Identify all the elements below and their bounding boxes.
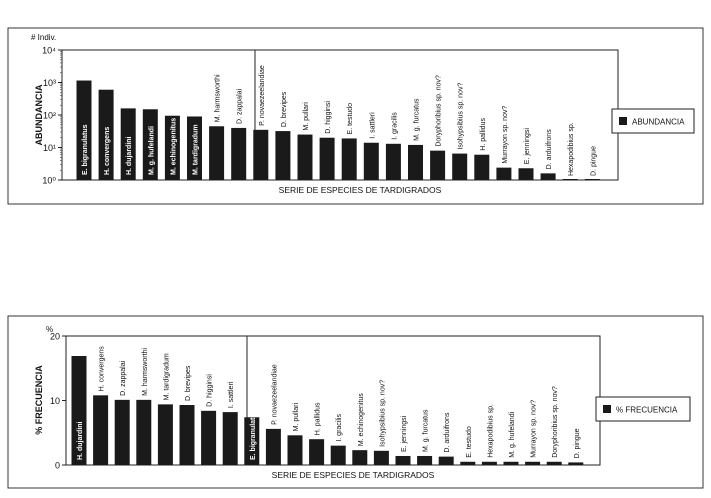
- bar: [396, 456, 411, 465]
- y-tick-label: 10⁴: [42, 45, 56, 56]
- bar: [253, 130, 268, 180]
- bar: [266, 429, 281, 465]
- bar: [342, 138, 357, 180]
- category-label: P. novaezeelandiae: [271, 364, 279, 425]
- category-label: H. convergens: [104, 126, 112, 175]
- bar: [496, 168, 511, 180]
- category-label: M. echinogenitus: [170, 117, 178, 175]
- bar: [504, 462, 519, 465]
- category-label: E. testudo: [347, 102, 355, 135]
- bar: [563, 179, 578, 180]
- y-axis-title: % FRECUENCIA: [34, 365, 44, 435]
- category-label: M. g. furcatus: [422, 409, 430, 452]
- x-axis-title: SERIE DE ESPECIES DE TARDIGRADOS: [278, 185, 442, 195]
- bar: [331, 446, 346, 465]
- category-label: I. gracilis: [391, 112, 399, 140]
- bar: [568, 462, 583, 465]
- bar: [374, 451, 389, 465]
- bar: [223, 412, 238, 465]
- bar: [452, 154, 467, 180]
- category-label: I. gracilis: [336, 414, 344, 442]
- legend-swatch: [619, 117, 627, 125]
- bar: [547, 462, 562, 465]
- category-label: M. harmsworthi: [141, 348, 149, 396]
- bar: [439, 457, 454, 465]
- category-label: M. echinogenitus: [357, 393, 365, 447]
- bar: [93, 395, 108, 465]
- category-label: M. tardigradum: [192, 124, 200, 175]
- bar: [288, 435, 303, 465]
- legend-label: ABUNDANCIA: [632, 117, 685, 127]
- y-tick-label: 10³: [42, 78, 56, 88]
- y-tick-label: 10: [49, 396, 60, 406]
- category-label: D. zappalai: [236, 88, 244, 124]
- category-label: E. testudo: [465, 426, 473, 458]
- bar: [525, 462, 540, 465]
- bar: [364, 143, 379, 180]
- y-unit-label: %: [46, 325, 54, 334]
- category-label: H. dujardini: [77, 421, 84, 460]
- bar: [309, 439, 324, 465]
- category-label: H. dujardini: [126, 136, 134, 175]
- category-label: E. bigranulatus: [82, 124, 89, 175]
- category-label: E. jenningsi: [401, 415, 408, 452]
- category-label: Hexapodibius sp.: [568, 122, 576, 176]
- category-label: Murrayon sp. nov?: [501, 105, 509, 164]
- bar: [408, 145, 423, 180]
- legend-swatch: [603, 405, 611, 413]
- category-label: P. novaezeelandiae: [258, 65, 266, 126]
- category-label: D. zappalai: [120, 360, 128, 396]
- category-label: Isohypsibius sp. nov?: [379, 379, 387, 447]
- category-label: D. arduifrons: [546, 129, 554, 170]
- category-label: I. sattleri: [228, 381, 236, 409]
- category-label: I. sattleri: [369, 112, 377, 139]
- bar: [298, 135, 313, 180]
- category-label: D. pingue: [573, 428, 581, 459]
- category-label: M. pullari: [293, 402, 300, 432]
- category-label: H. pallidus: [314, 402, 322, 436]
- y-tick-label: 10²: [42, 110, 56, 121]
- category-label: Doryphoribius sp. nov?: [435, 75, 443, 147]
- category-label: M. tardigradum: [163, 353, 171, 401]
- category-label: D. arduifrons: [444, 412, 452, 453]
- bar: [460, 462, 475, 465]
- bar: [474, 155, 489, 180]
- category-label: M. pullari: [303, 102, 310, 131]
- bar: [231, 128, 246, 180]
- bar: [275, 131, 290, 180]
- category-label: E. bigranulatus: [249, 409, 257, 460]
- bar: [136, 400, 151, 465]
- category-label: D. brevipes: [280, 91, 288, 128]
- bar: [417, 456, 432, 465]
- category-label: M. harmsworthi: [214, 74, 222, 123]
- bar: [201, 411, 216, 465]
- category-label: D. brevipes: [185, 365, 192, 402]
- category-label: E. jenningsi: [524, 128, 531, 165]
- bar: [115, 400, 130, 465]
- category-label: D. pingue: [590, 146, 598, 176]
- y-tick-label: 0: [54, 460, 60, 471]
- bar: [386, 144, 401, 180]
- category-label: Isohypsibius sp. nov?: [457, 82, 465, 150]
- x-axis-title: SERIE DE ESPECIES DE TARDIGRADOS: [271, 470, 435, 480]
- bar: [482, 462, 497, 465]
- bar: [585, 179, 600, 180]
- y-unit-label: # Indiv.: [31, 33, 57, 42]
- bar: [352, 450, 367, 465]
- bar: [430, 151, 445, 180]
- bar: [519, 168, 534, 180]
- y-tick-label: 20: [49, 331, 60, 342]
- bar: [320, 138, 335, 180]
- category-label: H. pallidus: [479, 118, 487, 151]
- category-label: M. g. hufelandi: [148, 126, 156, 175]
- legend-label: % FRECUENCIA: [616, 405, 678, 415]
- category-label: H. convergens: [98, 346, 106, 392]
- y-axis-title: ABUNDANCIA: [34, 84, 44, 146]
- bar: [158, 404, 173, 465]
- y-tick-label: 10¹: [42, 143, 56, 153]
- y-tick-label: 10⁰: [42, 175, 56, 186]
- category-label: D. higginsi: [206, 374, 214, 407]
- category-label: M. g. hufelandi: [509, 411, 516, 458]
- category-label: D. higginsi: [325, 101, 333, 134]
- bar: [180, 405, 195, 465]
- bar: [541, 173, 556, 180]
- category-label: Hexapodibius sp.: [487, 404, 495, 458]
- bar: [209, 126, 224, 180]
- category-label: Murrayon sp. nov?: [530, 399, 538, 458]
- category-label: Doryphoribius sp. nov?: [552, 386, 560, 458]
- category-label: M. g. furcatus: [413, 98, 421, 141]
